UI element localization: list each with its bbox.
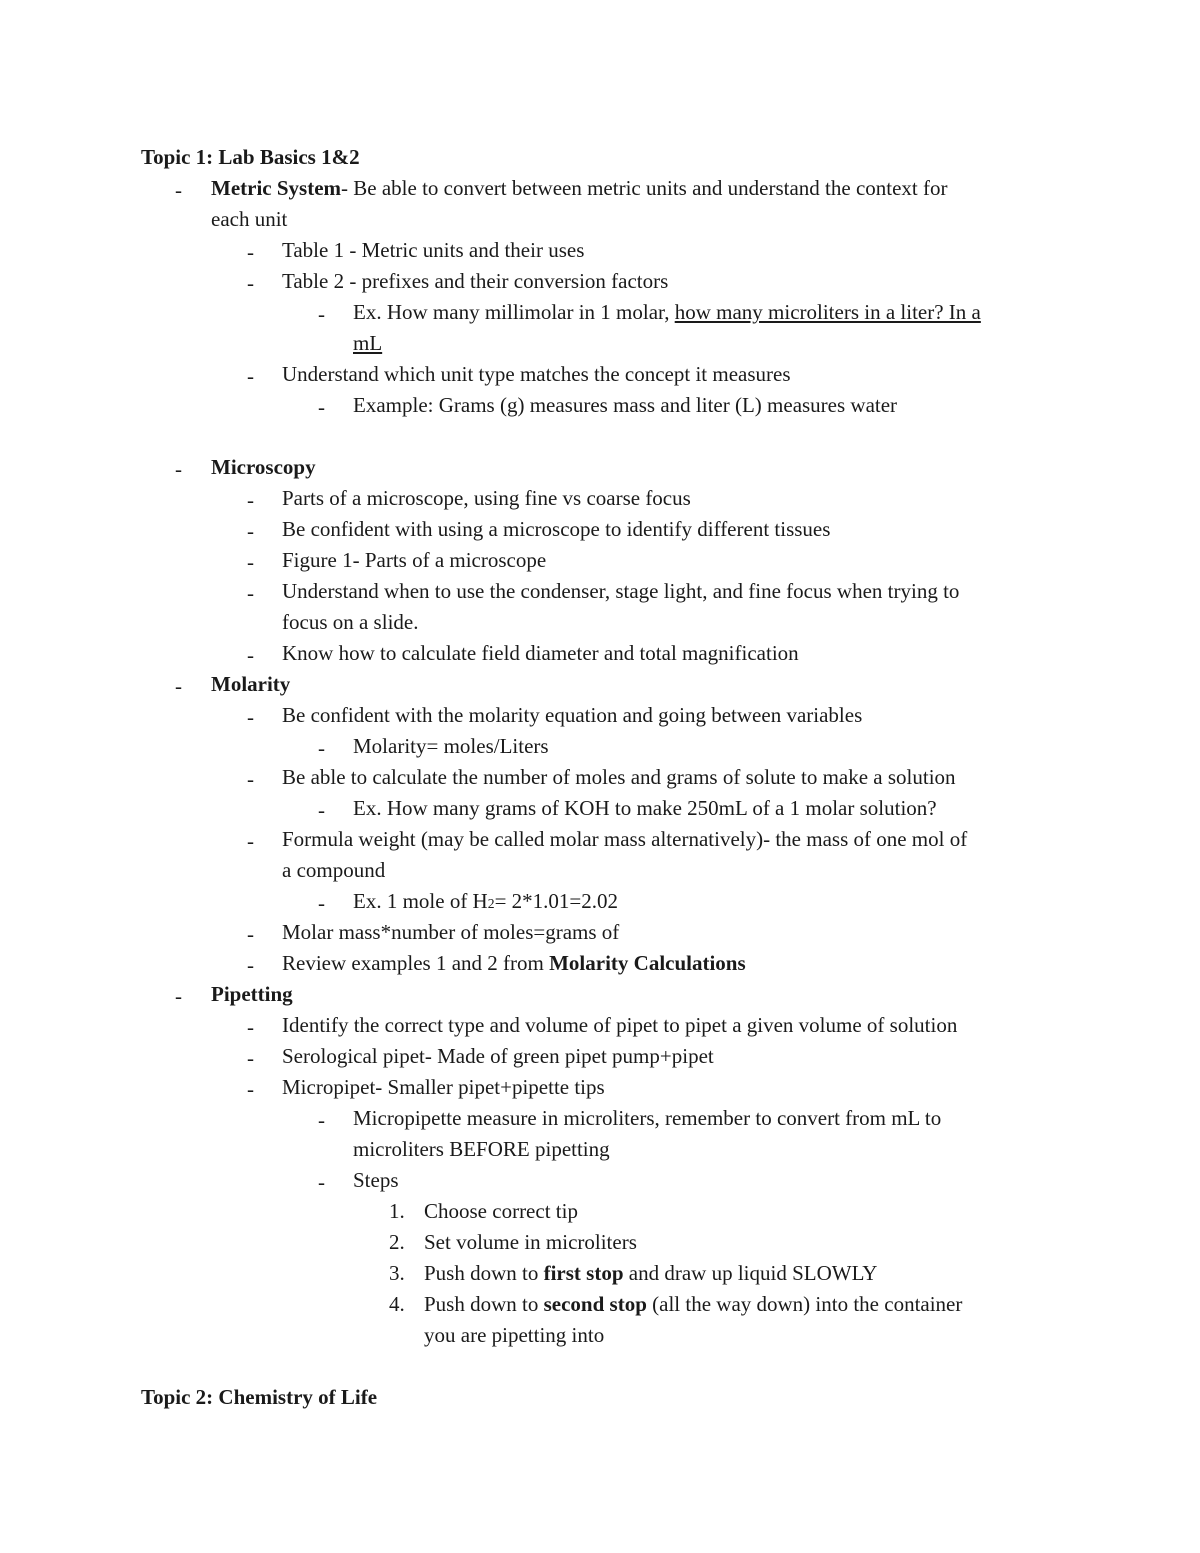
microscopy-item: Parts of a microscope, using fine vs coarse focus [282,486,691,510]
unit-type-item: Understand which unit type matches the concept it measures [282,362,791,386]
pipetting-item: Serological pipet- Made of green pipet pump+pipet [282,1044,714,1068]
metric-system-text-cont: each unit [211,207,288,231]
molarity-item-cont: a compound [282,858,386,882]
metric-system-item [211,178,948,199]
bullet-dash: - [247,953,254,977]
pipetting-item: Micropipet- Smaller pipet+pipette tips [282,1075,605,1099]
steps-label: Steps [353,1168,399,1192]
bullet-dash: - [318,798,325,822]
table1-item: Table 1 - Metric units and their uses [282,238,585,262]
metric-system-heading: Metric System [211,176,342,200]
step-text: Choose correct tip [424,1199,578,1223]
bullet-dash: - [247,240,254,264]
bullet-dash: - [175,178,182,202]
bullet-dash: - [247,488,254,512]
bullet-dash: - [247,519,254,543]
molarity-review-text: Review examples 1 and 2 from [282,951,544,975]
bullet-dash: - [247,364,254,388]
bullet-dash: - [175,674,182,698]
step-text-pre: Push down to [424,1261,539,1285]
bullet-dash: - [247,643,254,667]
molarity-item: Be confident with the molarity equation and going between variables [282,703,863,727]
topic2-title: Topic 2: Chemistry of Life [141,1385,378,1409]
h2-example-result: = 2*1.01=2.02 [494,889,618,913]
pipetting-heading: Pipetting [211,982,293,1006]
bullet-dash: - [247,581,254,605]
molarity-item: Molar mass*number of moles=grams of [282,920,620,944]
molarity-review-item [282,953,746,974]
microscopy-item: Understand when to use the condenser, stage light, and fine focus when trying to [282,579,960,603]
bullet-dash: - [247,1077,254,1101]
step-text [424,1263,877,1284]
step-text-pre: Push down to [424,1292,539,1316]
bullet-dash: - [318,1170,325,1194]
molarity-calculations-ref: Molarity Calculations [549,951,746,975]
step-text-post: and draw up liquid SLOWLY [628,1261,878,1285]
step-text-post: (all the way down) into the container [652,1292,963,1316]
microscopy-item: Know how to calculate field diameter and total magnification [282,641,799,665]
step-text: Set volume in microliters [424,1230,637,1254]
step-text [424,1294,962,1315]
microscopy-heading: Microscopy [211,455,316,479]
h2-example-text: Ex. 1 mole of H [353,889,488,913]
bullet-dash: - [175,457,182,481]
topic1-title: Topic 1: Lab Basics 1&2 [141,145,360,169]
bullet-dash: - [247,829,254,853]
step-text-cont: you are pipetting into [424,1323,605,1347]
conversion-example [353,302,981,323]
bullet-dash: - [318,302,325,326]
conversion-example-text: Ex. How many millimolar in 1 molar, [353,300,670,324]
bullet-dash: - [247,767,254,791]
unit-type-example: Example: Grams (g) measures mass and liter (L) measures water [353,393,898,417]
microscopy-item: Figure 1- Parts of a microscope [282,548,547,572]
bullet-dash: - [247,550,254,574]
bullet-dash: - [318,1108,325,1132]
bullet-dash: - [247,1015,254,1039]
micropipette-note-cont: microliters BEFORE pipetting [353,1137,610,1161]
conversion-example-underlined-cont: mL [353,331,383,355]
bullet-dash: - [247,1046,254,1070]
micropipette-note: Micropipette measure in microliters, remember to convert from mL to [353,1106,942,1130]
conversion-example-underlined: how many microliters in a liter? In a [674,300,981,324]
step-number: 1. [389,1199,405,1223]
first-stop: first stop [543,1261,624,1285]
bullet-dash: - [247,271,254,295]
bullet-dash: - [318,736,325,760]
bullet-dash: - [247,922,254,946]
step-number: 3. [389,1261,405,1285]
microscopy-item-cont: focus on a slide. [282,610,419,634]
molarity-heading: Molarity [211,672,291,696]
step-number: 4. [389,1292,405,1316]
second-stop: second stop [543,1292,647,1316]
bullet-dash: - [318,395,325,419]
bullet-dash: - [175,984,182,1008]
pipetting-item: Identify the correct type and volume of pipet to pipet a given volume of solution [282,1013,958,1037]
step-number: 2. [389,1230,405,1254]
microscopy-item: Be confident with using a microscope to identify different tissues [282,517,831,541]
metric-system-text: - Be able to convert between metric units and understand the context for [341,176,948,200]
molarity-item: Be able to calculate the number of moles and grams of solute to make a solution [282,765,956,789]
bullet-dash: - [318,891,325,915]
molarity-item: Formula weight (may be called molar mass alternatively)- the mass of one mol of [282,827,968,851]
table2-item: Table 2 - prefixes and their conversion factors [282,269,669,293]
bullet-dash: - [247,705,254,729]
koh-example: Ex. How many grams of KOH to make 250mL of a 1 molar solution? [353,796,937,820]
molarity-equation: Molarity= moles/Liters [353,734,549,758]
h2-example: Ex. 1 mole of H 2 = 2*1.01=2.02 [353,889,618,913]
